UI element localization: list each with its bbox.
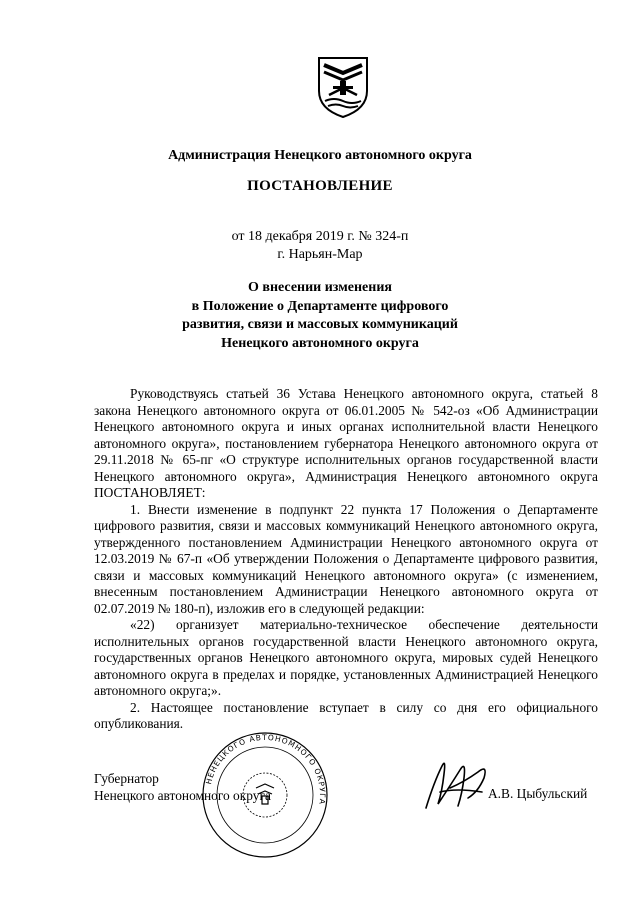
body-paragraph: Руководствуясь статьей 36 Устава Ненецкого автономного округа, статьей 8 закона Ненецкого автономного округа от 06.01.2005 № 542-оз «Об Администрации Ненецкого автономного округа и иных органах исполнительной власти Ненецкого автономного округа», постановлением губернатора Ненецкого автономного округа от 29.11.2018 № 65-пг «О структуре исполнительных органов государственной власти Ненецкого автономного округа», Администрация Ненецкого автономного округа ПОСТАНОВЛЯЕТ: bbox=[94, 386, 598, 500]
document-subject bbox=[0, 279, 640, 353]
signatory-title-line: Ненецкого автономного округа bbox=[94, 788, 271, 803]
document-date: от 18 декабря 2019 г. № 324-п bbox=[231, 229, 409, 244]
subject-line: О внесении изменения bbox=[248, 280, 392, 295]
subject-line: в Положение о Департаменте цифрового bbox=[191, 298, 449, 314]
coat-of-arms-icon bbox=[316, 55, 370, 119]
signatory-title-line: Губернатор bbox=[94, 771, 159, 786]
body-paragraph: 1. Внести изменение в подпункт 22 пункта 17 Положения о Департаменте цифрового развития, связи и массовых коммуникаций Ненецкого автономного округа, утвержденного постановлением Администрации Ненецкого автономного округа от 12.03.2019 № 67-п «Об утверждении Положения о Департаменте цифрового развития, связи и массовых коммуникаций Ненецкого автономного округа» (с изменением, внесенным постановлением Администрации Ненецкого автономного округа от 02.07.2019 № 180-п), изложив его в следующей редакции: bbox=[94, 501, 598, 616]
document-city: г. Нарьян-Мар bbox=[277, 247, 363, 262]
subject-line: развития, связи и массовых коммуникаций bbox=[182, 317, 458, 332]
subject-line: Ненецкого автономного округа bbox=[221, 335, 419, 351]
document-type: ПОСТАНОВЛЕНИЕ bbox=[247, 178, 393, 194]
handwritten-signature bbox=[420, 752, 496, 816]
document-body bbox=[94, 386, 598, 733]
body-paragraph: 2. Настоящее постановление вступает в силу со дня его официального опубликования. bbox=[94, 699, 598, 731]
signatory-title bbox=[94, 770, 271, 804]
signatory-name: А.В. Цыбульский bbox=[488, 786, 588, 801]
seal-text: НЕНЕЦКОГО АВТОНОМНОГО ОКРУГА bbox=[204, 732, 328, 806]
body-paragraph: «22) организует материально-техническое обеспечение деятельности исполнительных органов государственной власти Ненецкого автономного округа, государственных органов Ненецкого автономного округа, мировых судей Ненецкого автономного округа в пределах и порядке, установленных Администрацией Ненецкого автономного округа;». bbox=[94, 617, 598, 698]
organization-title: Администрация Ненецкого автономного округа bbox=[168, 148, 472, 163]
